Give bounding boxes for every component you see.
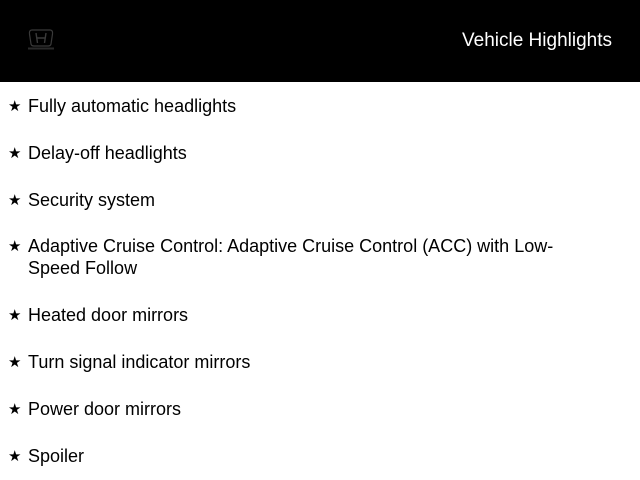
honda-logo-icon bbox=[26, 27, 56, 51]
list-item bbox=[8, 142, 608, 164]
star-icon: ★ bbox=[8, 447, 22, 465]
list-item bbox=[8, 235, 578, 279]
list-item-label: Spoiler bbox=[28, 446, 85, 466]
star-icon: ★ bbox=[8, 306, 22, 324]
list-item-label: Heated door mirrors bbox=[28, 305, 189, 325]
star-icon: ★ bbox=[8, 237, 22, 255]
star-icon: ★ bbox=[8, 353, 22, 371]
list-item bbox=[8, 445, 608, 467]
list-item bbox=[8, 304, 608, 326]
list-item-label: Adaptive Cruise Control: Adaptive Cruise Control (ACC) with Low-Speed Follow bbox=[28, 236, 554, 278]
list-item-label: Turn signal indicator mirrors bbox=[28, 352, 251, 372]
list-item bbox=[8, 189, 608, 211]
list-item-label: Security system bbox=[28, 190, 156, 210]
list-item-label: Fully automatic headlights bbox=[28, 96, 237, 116]
star-icon: ★ bbox=[8, 97, 22, 115]
list-item bbox=[8, 351, 608, 373]
header-bar bbox=[0, 0, 640, 82]
star-icon: ★ bbox=[8, 191, 22, 209]
page-title: Vehicle Highlights bbox=[462, 30, 612, 51]
list-item-label: Power door mirrors bbox=[28, 399, 182, 419]
list-item bbox=[8, 398, 608, 420]
star-icon: ★ bbox=[8, 400, 22, 418]
star-icon: ★ bbox=[8, 144, 22, 162]
list-item-label: Delay-off headlights bbox=[28, 143, 187, 163]
list-item bbox=[8, 95, 608, 117]
